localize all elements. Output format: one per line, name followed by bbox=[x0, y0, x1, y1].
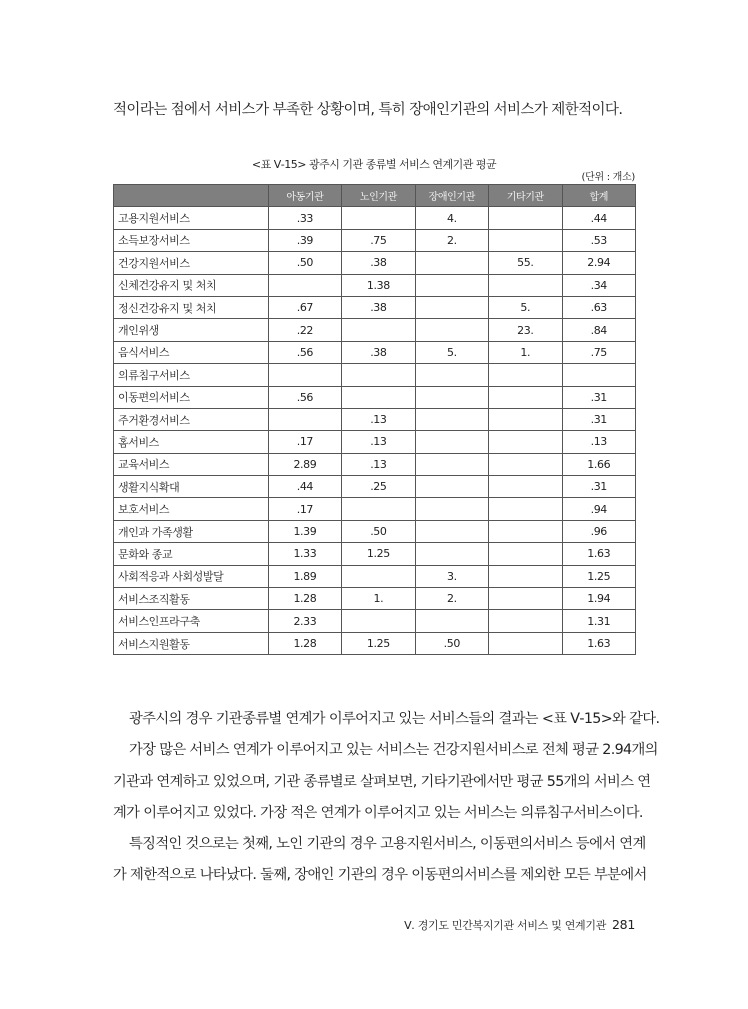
table-row bbox=[114, 341, 636, 363]
value-cell bbox=[489, 543, 562, 565]
value-cell: 55. bbox=[489, 252, 562, 274]
row-label-cell: 서비스조직활동 bbox=[114, 588, 269, 610]
value-cell bbox=[342, 386, 415, 408]
value-cell bbox=[489, 565, 562, 587]
row-label-cell: 홈서비스 bbox=[114, 431, 269, 453]
value-cell bbox=[489, 207, 562, 229]
value-cell: 1.25 bbox=[342, 632, 415, 654]
value-cell: 1.89 bbox=[268, 565, 341, 587]
value-cell bbox=[268, 408, 341, 430]
value-cell bbox=[489, 408, 562, 430]
table-row bbox=[114, 274, 636, 296]
value-cell: .75 bbox=[342, 229, 415, 251]
value-cell bbox=[342, 610, 415, 632]
row-label-cell: 건강지원서비스 bbox=[114, 252, 269, 274]
value-cell: .38 bbox=[342, 341, 415, 363]
value-cell: 1.38 bbox=[342, 274, 415, 296]
value-cell: .13 bbox=[342, 408, 415, 430]
row-label-cell: 개인과 가족생활 bbox=[114, 520, 269, 542]
value-cell: .31 bbox=[562, 386, 636, 408]
row-label-cell: 보호서비스 bbox=[114, 498, 269, 520]
value-cell bbox=[562, 364, 636, 386]
table-row bbox=[114, 296, 636, 318]
value-cell: .39 bbox=[268, 229, 341, 251]
row-label-cell: 교육서비스 bbox=[114, 453, 269, 475]
value-cell: 5. bbox=[415, 341, 488, 363]
value-cell: .44 bbox=[268, 476, 341, 498]
value-cell: .67 bbox=[268, 296, 341, 318]
value-cell: 1.25 bbox=[342, 543, 415, 565]
header-blank bbox=[114, 185, 269, 207]
value-cell: 5. bbox=[489, 296, 562, 318]
value-cell bbox=[415, 431, 488, 453]
value-cell: .22 bbox=[268, 319, 341, 341]
header-child-agency: 아동기관 bbox=[268, 185, 341, 207]
value-cell bbox=[342, 207, 415, 229]
body-line: 특징적인 것으로는 첫째, 노인 기관의 경우 고용지원서비스, 이동편의서비스 등에서 연계 bbox=[129, 836, 646, 853]
row-label-cell: 고용지원서비스 bbox=[114, 207, 269, 229]
footer-chapter-title: Ⅴ. 경기도 민간복지기관 서비스 및 연계기관 bbox=[404, 919, 607, 932]
value-cell: 2. bbox=[415, 588, 488, 610]
value-cell: 1.33 bbox=[268, 543, 341, 565]
value-cell bbox=[489, 364, 562, 386]
value-cell bbox=[489, 431, 562, 453]
header-total: 합계 bbox=[562, 185, 636, 207]
row-label-cell: 서비스인프라구축 bbox=[114, 610, 269, 632]
value-cell: 1.25 bbox=[562, 565, 636, 587]
value-cell: .38 bbox=[342, 296, 415, 318]
value-cell bbox=[415, 453, 488, 475]
table-row bbox=[114, 632, 636, 654]
row-label-cell: 음식서비스 bbox=[114, 341, 269, 363]
body-line: 가장 많은 서비스 연계가 이루어지고 있는 서비스는 건강지원서비스로 전체 평균 2.94개의 bbox=[129, 742, 658, 759]
value-cell: 2.33 bbox=[268, 610, 341, 632]
value-cell: 2.94 bbox=[562, 252, 636, 274]
table-row bbox=[114, 476, 636, 498]
row-label-cell: 정신건강유지 및 처치 bbox=[114, 296, 269, 318]
value-cell: 1.31 bbox=[562, 610, 636, 632]
value-cell: 23. bbox=[489, 319, 562, 341]
value-cell bbox=[489, 498, 562, 520]
value-cell bbox=[489, 453, 562, 475]
value-cell bbox=[415, 408, 488, 430]
row-label-cell: 개인위생 bbox=[114, 319, 269, 341]
page-footer bbox=[404, 917, 635, 933]
value-cell: 4. bbox=[415, 207, 488, 229]
header-disability-agency: 장애인기관 bbox=[415, 185, 488, 207]
table-row bbox=[114, 453, 636, 475]
value-cell bbox=[415, 252, 488, 274]
value-cell: .75 bbox=[562, 341, 636, 363]
value-cell bbox=[489, 588, 562, 610]
row-label-cell: 사회적응과 사회성발달 bbox=[114, 565, 269, 587]
value-cell: .13 bbox=[562, 431, 636, 453]
value-cell: .96 bbox=[562, 520, 636, 542]
body-line: 계가 이루어지고 있었다. 가장 적은 연계가 이루어지고 있는 서비스는 의류침구서비스이다. bbox=[113, 804, 643, 821]
value-cell: .38 bbox=[342, 252, 415, 274]
table-unit-label: (단위 : 개소) bbox=[581, 172, 635, 183]
value-cell bbox=[415, 498, 488, 520]
table-row bbox=[114, 588, 636, 610]
table-body bbox=[114, 207, 636, 655]
value-cell: 2. bbox=[415, 229, 488, 251]
value-cell: .44 bbox=[562, 207, 636, 229]
table-row bbox=[114, 543, 636, 565]
lead-paragraph-line: 적이라는 점에서 서비스가 부족한 상황이며, 특히 장애인기관의 서비스가 제한적이다. bbox=[113, 102, 623, 118]
table-row bbox=[114, 207, 636, 229]
row-label-cell: 주거환경서비스 bbox=[114, 408, 269, 430]
value-cell: .50 bbox=[342, 520, 415, 542]
value-cell: .17 bbox=[268, 431, 341, 453]
body-line: 기관과 연계하고 있었으며, 기관 종류별로 살펴보면, 기타기관에서만 평균 55개의 서비스 연 bbox=[113, 773, 651, 790]
value-cell bbox=[489, 476, 562, 498]
value-cell bbox=[415, 274, 488, 296]
table-row bbox=[114, 252, 636, 274]
value-cell: 1.28 bbox=[268, 588, 341, 610]
value-cell: 2.89 bbox=[268, 453, 341, 475]
value-cell: .17 bbox=[268, 498, 341, 520]
table-row bbox=[114, 431, 636, 453]
table-row bbox=[114, 520, 636, 542]
row-label-cell: 신체건강유지 및 처치 bbox=[114, 274, 269, 296]
value-cell: .31 bbox=[562, 408, 636, 430]
row-label-cell: 문화와 종교 bbox=[114, 543, 269, 565]
value-cell bbox=[342, 364, 415, 386]
value-cell: 1.66 bbox=[562, 453, 636, 475]
value-cell bbox=[415, 476, 488, 498]
row-label-cell: 서비스지원활동 bbox=[114, 632, 269, 654]
row-label-cell: 이동편의서비스 bbox=[114, 386, 269, 408]
value-cell: .56 bbox=[268, 386, 341, 408]
value-cell: .56 bbox=[268, 341, 341, 363]
value-cell bbox=[415, 386, 488, 408]
value-cell: .63 bbox=[562, 296, 636, 318]
value-cell: 3. bbox=[415, 565, 488, 587]
table-row bbox=[114, 319, 636, 341]
body-paragraph bbox=[113, 704, 660, 892]
page-number: 281 bbox=[612, 917, 635, 932]
service-link-table bbox=[113, 184, 636, 655]
value-cell: .13 bbox=[342, 453, 415, 475]
table-row bbox=[114, 610, 636, 632]
header-senior-agency: 노인기관 bbox=[342, 185, 415, 207]
value-cell: .94 bbox=[562, 498, 636, 520]
value-cell bbox=[415, 520, 488, 542]
value-cell: .34 bbox=[562, 274, 636, 296]
value-cell bbox=[415, 319, 488, 341]
table-row bbox=[114, 229, 636, 251]
value-cell bbox=[415, 364, 488, 386]
table-caption: <표 Ⅴ-15> 광주시 기관 종류별 서비스 연계기관 평균 bbox=[251, 158, 497, 171]
value-cell: .53 bbox=[562, 229, 636, 251]
value-cell bbox=[342, 319, 415, 341]
table-row bbox=[114, 565, 636, 587]
value-cell: .50 bbox=[268, 252, 341, 274]
table-row bbox=[114, 408, 636, 430]
body-line: 광주시의 경우 기관종류별 연계가 이루어지고 있는 서비스들의 결과는 <표 Ⅴ-15>와 같다. bbox=[129, 711, 660, 727]
value-cell bbox=[415, 296, 488, 318]
value-cell bbox=[415, 610, 488, 632]
value-cell: .25 bbox=[342, 476, 415, 498]
value-cell bbox=[268, 364, 341, 386]
header-other-agency: 기타기관 bbox=[489, 185, 562, 207]
row-label-cell: 생활지식확대 bbox=[114, 476, 269, 498]
value-cell bbox=[415, 543, 488, 565]
value-cell: 1. bbox=[489, 341, 562, 363]
value-cell: 1.28 bbox=[268, 632, 341, 654]
value-cell bbox=[342, 498, 415, 520]
table-header-row bbox=[114, 185, 636, 207]
table-row bbox=[114, 498, 636, 520]
value-cell: .50 bbox=[415, 632, 488, 654]
row-label-cell: 소득보장서비스 bbox=[114, 229, 269, 251]
value-cell bbox=[489, 386, 562, 408]
value-cell: 1.94 bbox=[562, 588, 636, 610]
row-label-cell: 의류침구서비스 bbox=[114, 364, 269, 386]
body-line: 가 제한적으로 나타났다. 둘째, 장애인 기관의 경우 이동편의서비스를 제외한 모든 부분에서 bbox=[113, 867, 647, 884]
value-cell: .13 bbox=[342, 431, 415, 453]
value-cell bbox=[489, 632, 562, 654]
value-cell: 1.39 bbox=[268, 520, 341, 542]
value-cell bbox=[489, 229, 562, 251]
value-cell: 1. bbox=[342, 588, 415, 610]
value-cell bbox=[489, 274, 562, 296]
value-cell bbox=[342, 565, 415, 587]
value-cell: .84 bbox=[562, 319, 636, 341]
value-cell: .33 bbox=[268, 207, 341, 229]
table-row bbox=[114, 386, 636, 408]
value-cell bbox=[268, 274, 341, 296]
table-row bbox=[114, 364, 636, 386]
value-cell bbox=[489, 520, 562, 542]
value-cell bbox=[489, 610, 562, 632]
value-cell: 1.63 bbox=[562, 632, 636, 654]
value-cell: 1.63 bbox=[562, 543, 636, 565]
value-cell: .31 bbox=[562, 476, 636, 498]
